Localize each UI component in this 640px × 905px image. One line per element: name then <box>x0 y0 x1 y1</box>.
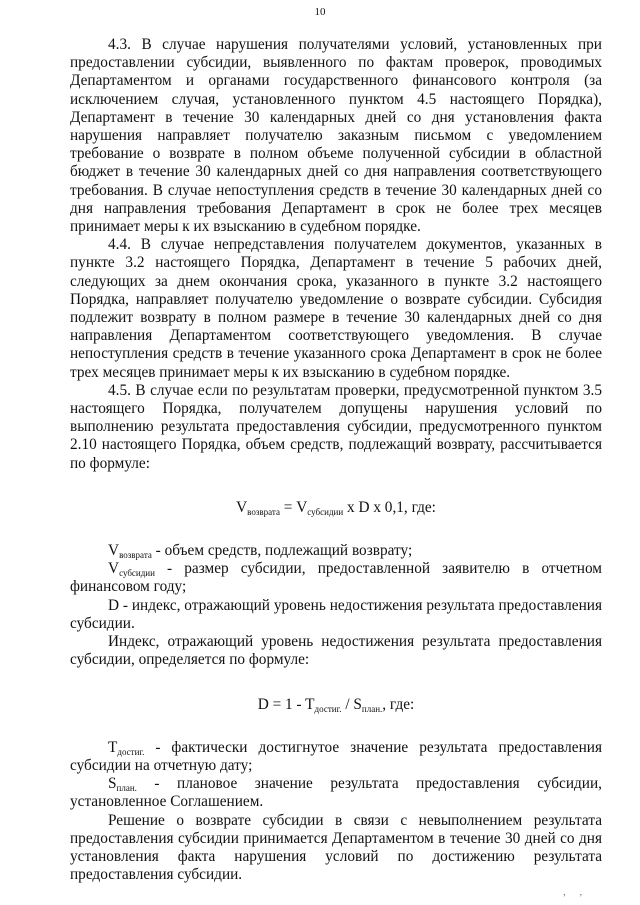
definition-subscript: возврата <box>119 550 152 561</box>
formula-divide: / S <box>341 695 362 713</box>
definition-s-planned <box>70 775 602 811</box>
formula-lhs: D = 1 - T <box>257 695 315 713</box>
definition-text: - плановое значение результата предоставления субсидии, установленное Соглашением. <box>70 775 602 811</box>
definition-subscript: план. <box>116 783 137 794</box>
definition-symbol: V <box>108 560 120 578</box>
page-number: 10 <box>314 6 326 18</box>
formula-v-subsidy-symbol: V <box>296 498 308 516</box>
definition-subscript: субсидии <box>119 568 155 579</box>
formula-index <box>70 696 602 714</box>
definition-v-return <box>70 542 602 560</box>
definition-text: - размер субсидии, предоставленной заявителю в отчетном финансовом году; <box>70 560 602 596</box>
definition-text: - фактически достигнутое значение результата предоставления субсидии на отчетную дату; <box>70 738 602 774</box>
formula-v-subscript-subsidy: субсидии <box>307 506 344 517</box>
definition-symbol: T <box>108 738 118 756</box>
formula-v-symbol: V <box>236 498 248 516</box>
definition-symbol: V <box>108 542 120 560</box>
document-body <box>70 36 602 884</box>
definition-symbol: D <box>108 596 120 614</box>
corner-mark: , , <box>563 887 588 897</box>
formula-rest: x D x 0,1, где: <box>343 498 436 516</box>
definition-subscript: достиг. <box>117 746 145 757</box>
formula-s-subscript: план. <box>361 703 383 714</box>
definition-d-index <box>70 597 602 633</box>
definition-v-subsidy <box>70 560 602 596</box>
formula-return-volume <box>70 499 602 517</box>
definition-t-achieved <box>70 739 602 775</box>
paragraph-4-4: 4.4. В случае непредставления получателем документов, указанных в пункте 3.2 настоящего Порядка, Департамент в течение 5 рабочих дней, следующих за днем окончания срока, указанного в пункте 3.2 настоящего Порядка, направляет получателю уведомление о возврате субсидии. Субсидия подлежит возврату в полном размере в течение 30 календарных дней со дня направления Департаментом соответствующего уведомления. В случае непоступления средств в течение указанного срока Департамент в срок не более трех месяцев принимает меры к их взысканию в судебном порядке. <box>70 236 602 381</box>
definition-symbol: S <box>108 775 117 793</box>
formula-v-subscript-return: возврата <box>247 506 280 517</box>
formula-equals: = <box>279 498 297 516</box>
paragraph-4-5: 4.5. В случае если по результатам проверки, предусмотренной пунктом 3.5 настоящего Порядка, получателем допущены нарушения условий по выполнению результата предоставления субсидии, предусмотренного пунктом 2.10 настоящего Порядка, объем средств, подлежащий возврату, рассчитывается по формуле: <box>70 381 602 472</box>
paragraph-index-intro: Индекс, отражающий уровень недостижения результата предоставления субсидии, определяется по формуле: <box>70 633 602 669</box>
formula-rest: , где: <box>382 695 415 713</box>
formula-t-subscript: достиг. <box>314 703 342 714</box>
paragraph-decision: Решение о возврате субсидии в связи с невыполнением результата предоставления субсидии принимается Департаментом в течение 30 дней со дня установления факта нарушения условий по достижению результата предоставления субсидии. <box>70 811 602 884</box>
paragraph-4-3: 4.3. В случае нарушения получателями условий, установленных при предоставлении субсидии, выявленного по фактам проверок, проводимых Департаментом и органами государственного финансового контроля (за исключением случая, установленного пунктом 4.5 настоящего Порядка), Департамент в течение 30 календарных дней со дня установления факта нарушения направляет получателю заказным письмом с уведомлением требование о возврате в полном объеме полученной субсидии в областной бюджет в течение 30 календарных дней со дня направления соответствующего требования. В случае непоступления средств в течение 30 календарных дней со дня направления требования Департамент в срок не более трех месяцев принимает меры к их взысканию в судебном порядке. <box>70 36 602 236</box>
definition-text: - объем средств, подлежащий возврату; <box>151 542 413 560</box>
definition-text: - индекс, отражающий уровень недостижения результата предоставления субсидии. <box>70 596 602 632</box>
